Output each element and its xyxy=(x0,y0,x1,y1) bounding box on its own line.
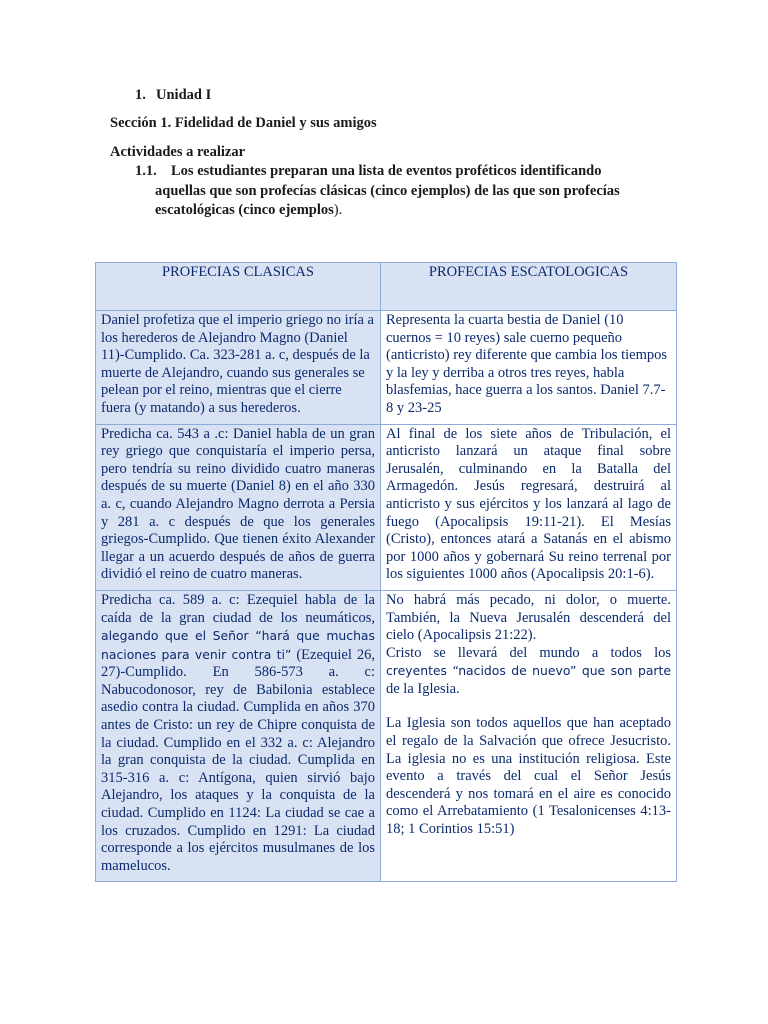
quoted-text: creyentes “nacidos de nuevo” que son parte xyxy=(386,663,671,679)
header-classic-prophecies: PROFECIAS CLASICAS xyxy=(96,263,381,311)
cell-paragraph: No habrá más pecado, ni dolor, o muerte. También, la Nueva Jerusalén descenderá del cielo (Apocalipsis 21:22). xyxy=(386,591,671,644)
activity-line-1: Los estudiantes preparan una lista de eventos proféticos identificando xyxy=(171,163,602,179)
prophecies-table xyxy=(95,262,677,882)
activities-heading: Actividades a realizar xyxy=(110,144,246,160)
table-header-row xyxy=(96,263,677,311)
unit-title: Unidad I xyxy=(156,87,212,103)
unit-number: 1. xyxy=(135,87,146,103)
eschatological-prophecy-cell: Al final de los siete años de Tribulación, el anticristo lanzará un ataque final sobre Jerusalén, culminando en la Batalla del Armagedón. Jesús regresará, destruirá al anticristo y sus ejércitos y los lanzará al lago de fuego (Apocalipsis 19:11-21). El Mesías (Cristo), entonces atará a Satanás en el abismo por 1000 años y gobernará Su reino terrenal por los siguientes 1000 años (Apocalipsis 20:1-6). xyxy=(381,424,677,590)
header-eschatological-prophecies: PROFECIAS ESCATOLOGICAS xyxy=(381,263,677,311)
cell-text: (Ezequiel 26, 27)-Cumplido. En 586-573 a. c: Nabucodonosor, rey de Babilonia establece asedio contra la ciudad. Cumplida en años 370 antes de Cristo: un rey de Chipre conquista de la ciudad. Cumplido en el 332 a. c: Alejandro la gran conquista de la ciudad. Cumplida en 315-316 a. c: Antígona, quien sirvió bajo Alejandro, los ataques y la conquista de la ciudad. Cumplido en 1124: La ciudad se cae a los cruzados. Cumplido en 1291: La ciudad corresponde a los ejércitos musulmanes de los mamelucos. xyxy=(101,646,375,874)
paragraph-gap xyxy=(386,698,671,715)
eschatological-prophecy-cell xyxy=(381,590,677,882)
section-heading: Sección 1. Fidelidad de Daniel y sus amigos xyxy=(110,115,377,131)
cell-text: Predicha ca. 589 a. c: Ezequiel habla de la caída de la gran ciudad de los neumáticos, xyxy=(101,591,375,626)
table-row xyxy=(96,590,677,882)
cell-text: de la Iglesia. xyxy=(386,680,460,697)
cell-text: Cristo se llevará del mundo a todos los xyxy=(386,644,671,661)
table-row xyxy=(96,311,677,425)
cell-paragraph xyxy=(386,645,671,699)
activity-item xyxy=(135,162,695,221)
classic-prophecy-cell: Predicha ca. 543 a .c: Daniel habla de un gran rey griego que conquistaría el imperio persa, pero tendría su reino dividido cuatro maneras después de su muerte (Daniel 8) en el año 330 a. c, cuando Alejandro Magno derrota a Persia y 281 a. c después de que los generales griegos-Cumplido. Que tienen éxito Alexander llegar a un acuerdo después de años de guerra dividió el reino de cuatro maneras. xyxy=(96,424,381,590)
table-row xyxy=(96,424,677,590)
quoted-text: alegando que el Señor “hará que muchas naciones para venir contra ti” xyxy=(101,628,375,662)
unit-heading xyxy=(135,86,211,104)
classic-prophecy-cell: Daniel profetiza que el imperio griego no iría a los herederos de Alejandro Magno (Daniel 11)-Cumplido. Ca. 323-281 a. c, después de la muerte de Alejandro, cuando sus generales se pelean por el reino, mientras que el cierre fuera (y matando) a sus herederos. xyxy=(96,311,381,425)
cell-paragraph: La Iglesia son todos aquellos que han aceptado el regalo de la Salvación que ofrece Jesucristo. La iglesia no es una institución religiosa. Este evento a través del cual el Señor Jesús descenderá y nos tomará en el aire es conocido como el Arrebatamiento (1 Tesalonicenses 4:13-18; 1 Corintios 15:51) xyxy=(386,715,671,838)
activity-number: 1.1. xyxy=(135,163,157,179)
classic-prophecy-cell xyxy=(96,590,381,882)
activity-line-3: escatológicas (cinco ejemplos xyxy=(155,202,334,218)
activity-line-2: aquellas que son profecías clásicas (cinco ejemplos) de las que son profecías xyxy=(155,182,620,199)
eschatological-prophecy-cell: Representa la cuarta bestia de Daniel (10 cuernos = 10 reyes) sale cuerno pequeño (anticristo) rey diferente que cambia los tiempos y la ley y derriba a otros tres reyes, habla blasfemias, hace guerra a los santos. Daniel 7.7-8 y 23-25 xyxy=(381,311,677,425)
activity-line-tail: ). xyxy=(333,202,343,218)
